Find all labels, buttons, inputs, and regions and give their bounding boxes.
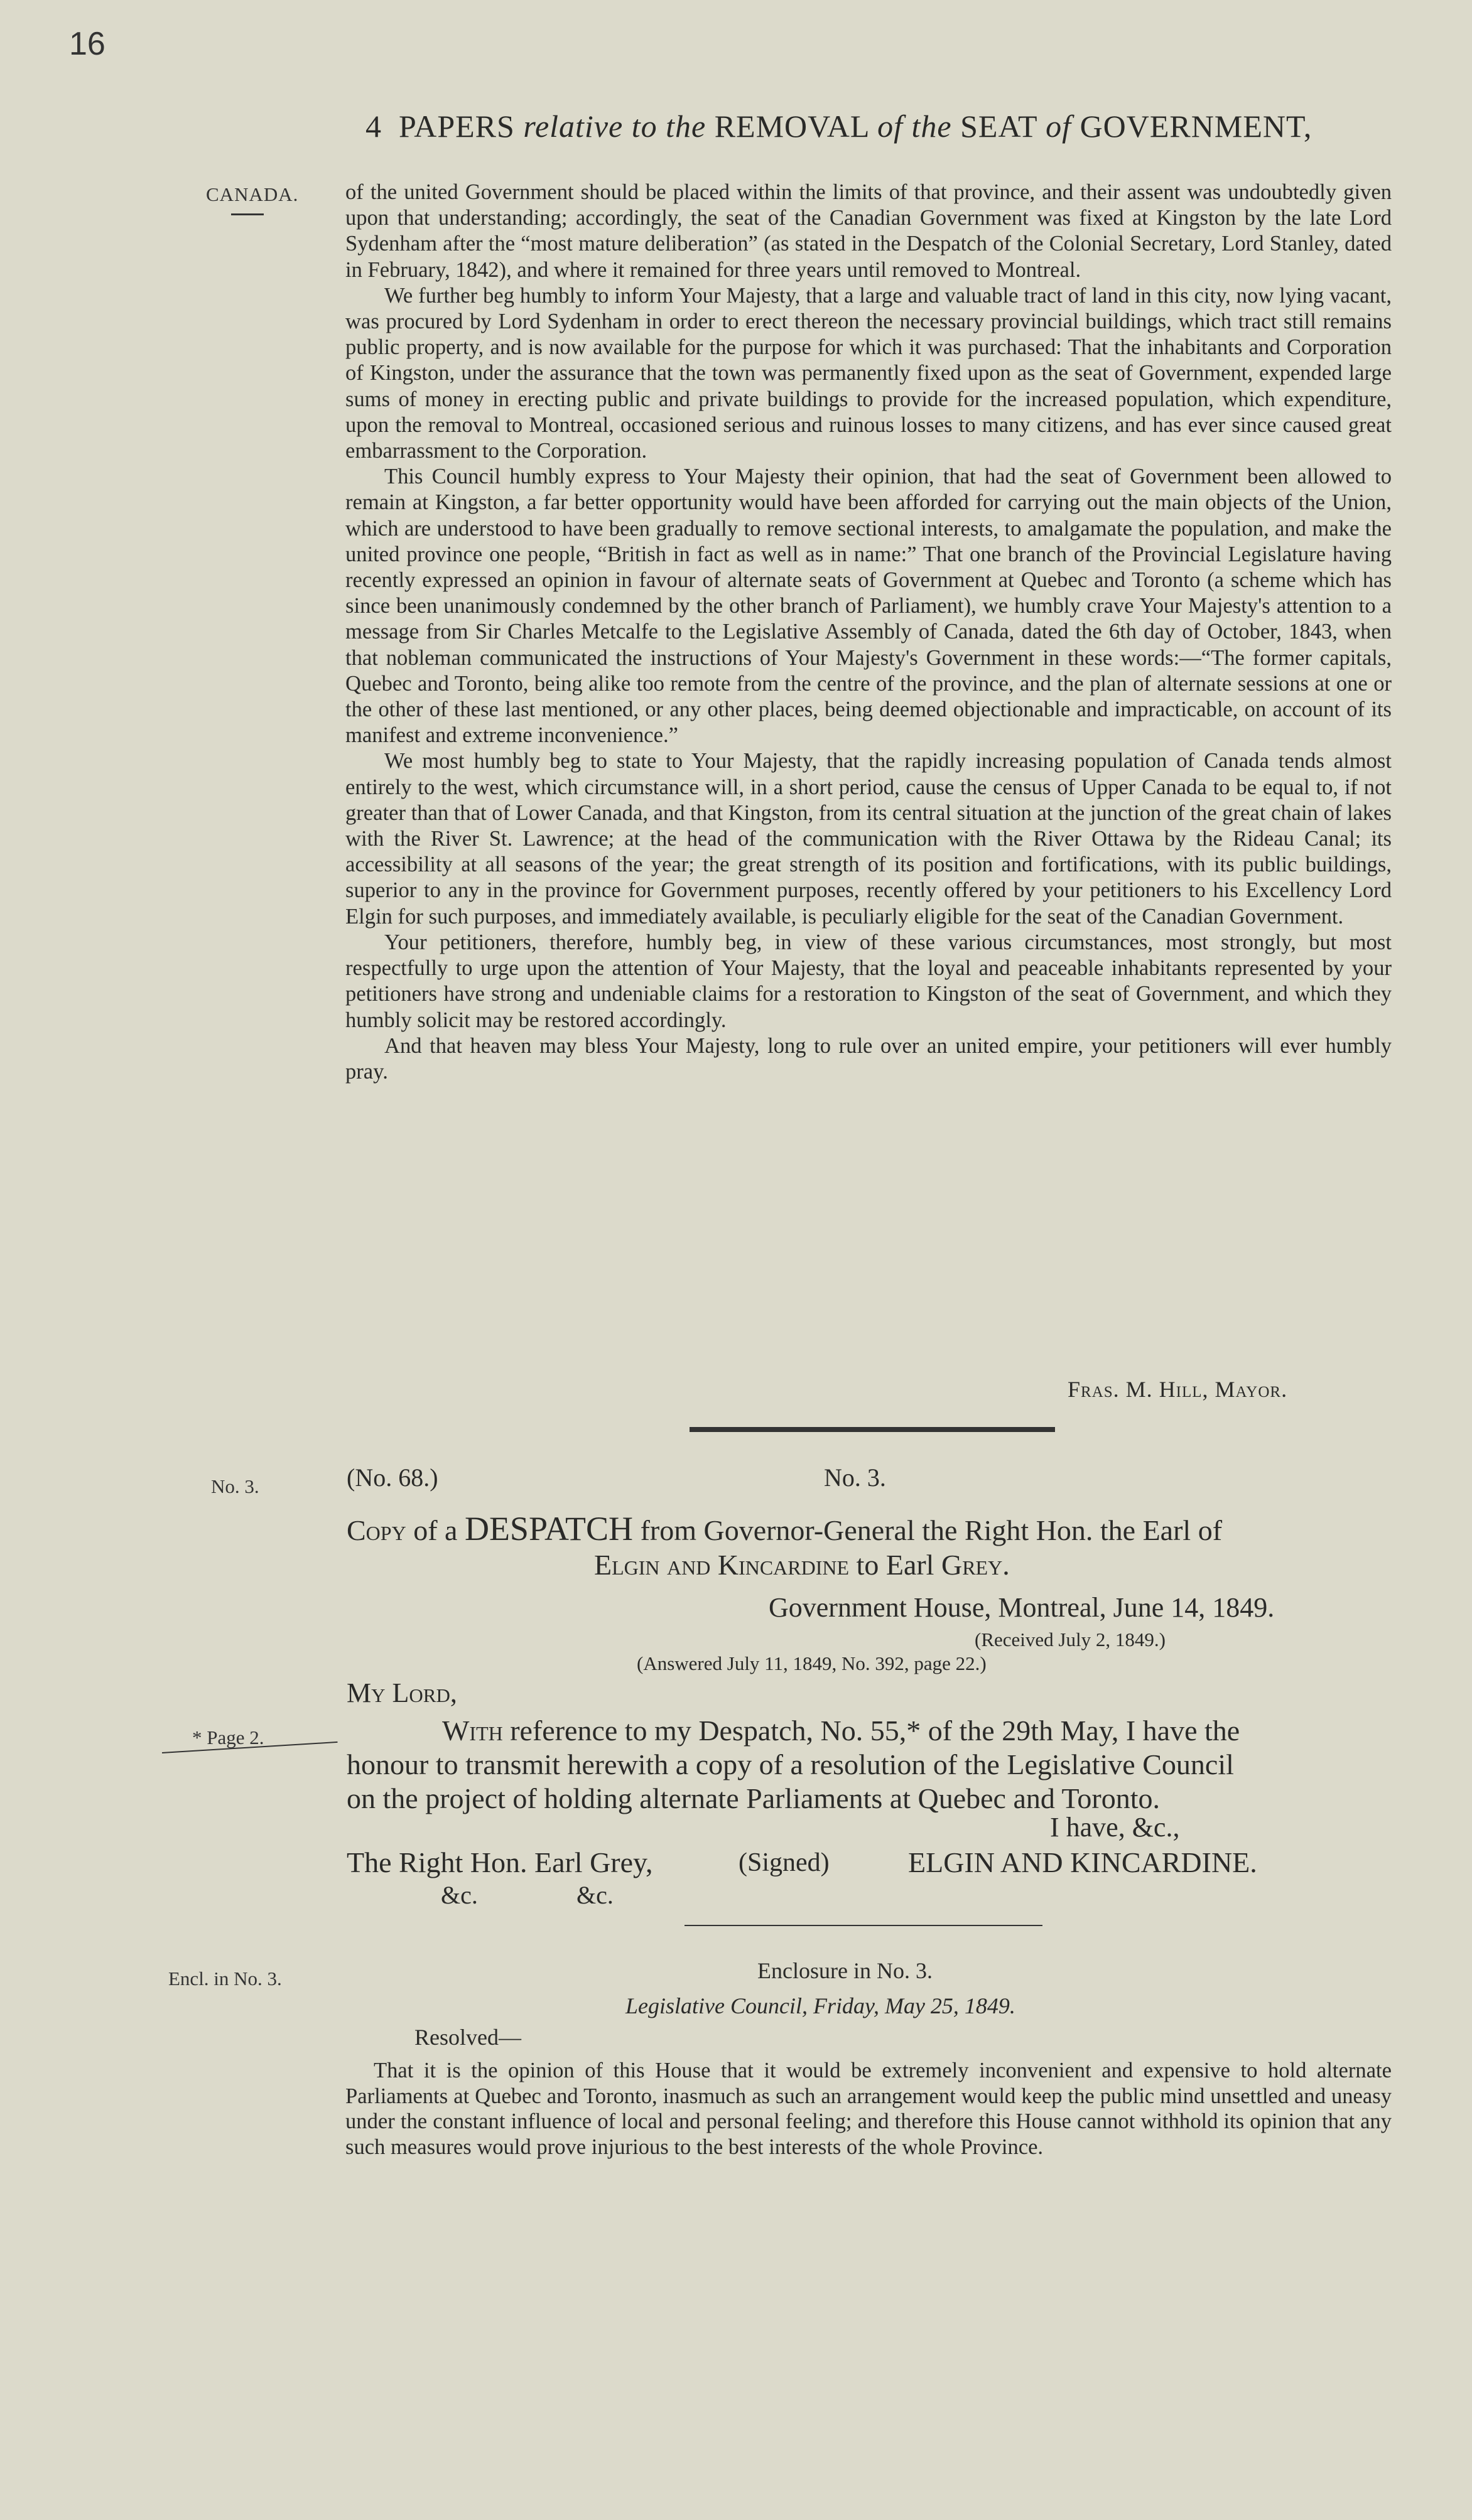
despatch-place-date: Government House, Montreal, June 14, 1849.	[769, 1592, 1275, 1623]
title-word: of a	[413, 1514, 458, 1546]
despatch-number: No. 3.	[824, 1463, 886, 1492]
title-word: DESPATCH	[464, 1510, 634, 1548]
despatch-answered: (Answered July 11, 1849, No. 392, page 22.)	[637, 1652, 987, 1674]
petition-paragraph: Your petitioners, therefore, humbly beg, in view of these various circumstances, most strongly, but most respectfully to urge upon the attention of Your Majesty, that the loyal and peaceable inhabitants represented by your petitioners have strong and undeniable claims for a restoration to Kingston of the seat of Government, and which they humbly solicit may be restored accordingly.	[345, 930, 1392, 1032]
margin-note-canada: CANADA.	[206, 183, 299, 205]
title-word: Elgin and Kincardine	[594, 1549, 850, 1581]
despatch-closing: I have, &c.,	[1050, 1812, 1180, 1843]
header-word: SEAT	[960, 109, 1037, 144]
petition-paragraph: This Council humbly express to Your Majesty their opinion, that had the seat of Government been allowed to remain at Kingston, a far better opportunity would have been afforded for carrying out the main objects of the Union, which are understood to have been gradually to remove sectional interests, to amalgamate the population, and make the united province one people, “British in fact as well as in name:” That one branch of the Provincial Legislature having recently expressed an opinion in favour of alternate seats of Government at Quebec and Toronto (a scheme which has since been unanimously condemned by the other branch of Parliament), we humbly crave Your Majesty's attention to a message from Sir Charles Metcalfe to the Legislative Assembly of Canada, dated the 6th day of October, 1843, when that nobleman communicated the instructions of Your Majesty's Government in these words:—“The former capitals, Quebec and Toronto, being alike too remote from the centre of the province, and the plan of alternate sessions at one or the other of these last mentioned, or any other places, being deemed objectionable and impracticable, on account of its manifest and extreme inconvenience.”	[345, 465, 1392, 748]
header-word: relative to the	[523, 109, 706, 144]
enclosure-text	[345, 2058, 1392, 2160]
despatch-text-line-1	[442, 1714, 1240, 1748]
despatch-paren-number: (No. 68.)	[347, 1463, 438, 1492]
enclosure-paragraph: That it is the opinion of this House that it would be extremely inconvenient and expensive to hold alternate Parliaments at Quebec and Toronto, inasmuch as such an arrangement would keep the public mind unsettled and uneasy under the constant influence of local and personal feeling; and therefore this House cannot withhold its opinion that any such measures would prove injurious to the best interests of the whole Province.	[345, 2059, 1392, 2159]
despatch-title-line-1	[347, 1512, 1222, 1548]
petition-paragraph: of the united Government should be placed within the limits of that province, and their assent was undoubtedly given upon that understanding; accordingly, the seat of the Canadian Government was fixed at Kingston by the late Lord Sydenham after the “most mature deliberation” (as stated in the Despatch of the Colonial Secretary, Lord Stanley, dated in February, 1842), and where it remained for three years until removed to Montreal.	[345, 180, 1392, 282]
title-word: Grey.	[941, 1549, 1010, 1581]
despatch-addressee: The Right Hon. Earl Grey,	[347, 1846, 653, 1878]
section-divider	[685, 1925, 1042, 1926]
despatch-text-line-2: honour to transmit herewith a copy of a resolution of the Legislative Council	[347, 1748, 1234, 1780]
enclosure-subheading: Legislative Council, Friday, May 25, 1849.	[625, 1993, 1015, 2018]
margin-divider	[231, 213, 264, 215]
title-word: Copy	[347, 1514, 406, 1546]
title-word: from Governor-General the Right Hon. the Earl of	[640, 1514, 1223, 1546]
petition-paragraph: And that heaven may bless Your Majesty, long to rule over an united empire, your petitioners will ever humbly pray.	[345, 1033, 1392, 1084]
despatch-received: (Received July 2, 1849.)	[975, 1629, 1166, 1650]
petition-paragraph: We further beg humbly to inform Your Majesty, that a large and valuable tract of land in this city, now lying vacant, was procured by Lord Sydenham in order to erect thereon the necessary provincial buildings, which tract still remains public property, and is now available for the purpose for which it was purchased: That the inhabitants and Corporation of Kingston, under the assurance that the town was permanently fixed upon as the seat of Government, expended large sums of money in erecting public and private buildings to provide for the increased population, which expenditure, upon the removal to Montreal, occasioned serious and ruinous losses to many citizens, and has ever since caused great embarrassment to the Corporation.	[345, 283, 1392, 463]
header-word: GOVERNMENT,	[1080, 109, 1312, 144]
header-word: of	[1046, 109, 1072, 144]
scan-page-number: 16	[69, 26, 106, 62]
text-word: reference to my Despatch, No. 55,* of the 29th May, I have the	[510, 1715, 1240, 1747]
margin-note-page2: * Page 2.	[192, 1726, 264, 1748]
mayor-signature: Fras. M. Hill, Mayor.	[1068, 1377, 1288, 1402]
margin-note-enclosure: Encl. in No. 3.	[168, 1968, 282, 1990]
page-header	[365, 108, 1312, 144]
header-page-number: 4	[365, 109, 382, 144]
despatch-etc: &c.	[441, 1881, 478, 1909]
despatch-etc: &c.	[576, 1881, 614, 1909]
section-divider	[690, 1427, 1055, 1432]
despatch-salutation: My Lord,	[347, 1677, 457, 1708]
petition-paragraph: We most humbly beg to state to Your Majesty, that the rapidly increasing population of Canada tends almost entirely to the west, which circumstance will, in a short period, cause the census of Upper Canada to be equal to, if not greater than that of Lower Canada, and that Kingston, from its central situation at the junction of the great chain of lakes with the River St. Lawrence; at the head of the communication with the River Ottawa by the Rideau Canal; its accessibility at all seasons of the year; the great strength of its position and fortifications, with its public buildings, superior to any in the province for Government purposes, recently offered by your petitioners to his Excellency Lord Elgin for such purposes, and immediately available, is peculiarly eligible for the seat of the Canadian Government.	[345, 749, 1392, 929]
margin-note-no3: No. 3.	[211, 1475, 259, 1497]
enclosure-resolved: Resolved—	[414, 2025, 521, 2050]
despatch-title-line-2	[594, 1548, 1010, 1582]
despatch-signer: ELGIN AND KINCARDINE.	[908, 1846, 1257, 1878]
despatch-text-line-3: on the project of holding alternate Parliaments at Quebec and Toronto.	[347, 1782, 1161, 1814]
text-word: With	[442, 1715, 503, 1747]
header-word: REMOVAL	[714, 109, 869, 144]
header-word: PAPERS	[399, 109, 515, 144]
enclosure-heading: Enclosure in No. 3.	[757, 1958, 933, 1983]
header-word: of the	[877, 109, 952, 144]
petition-text	[345, 180, 1392, 1085]
despatch-signed: (Signed)	[739, 1848, 830, 1877]
title-word: to Earl	[856, 1549, 934, 1581]
